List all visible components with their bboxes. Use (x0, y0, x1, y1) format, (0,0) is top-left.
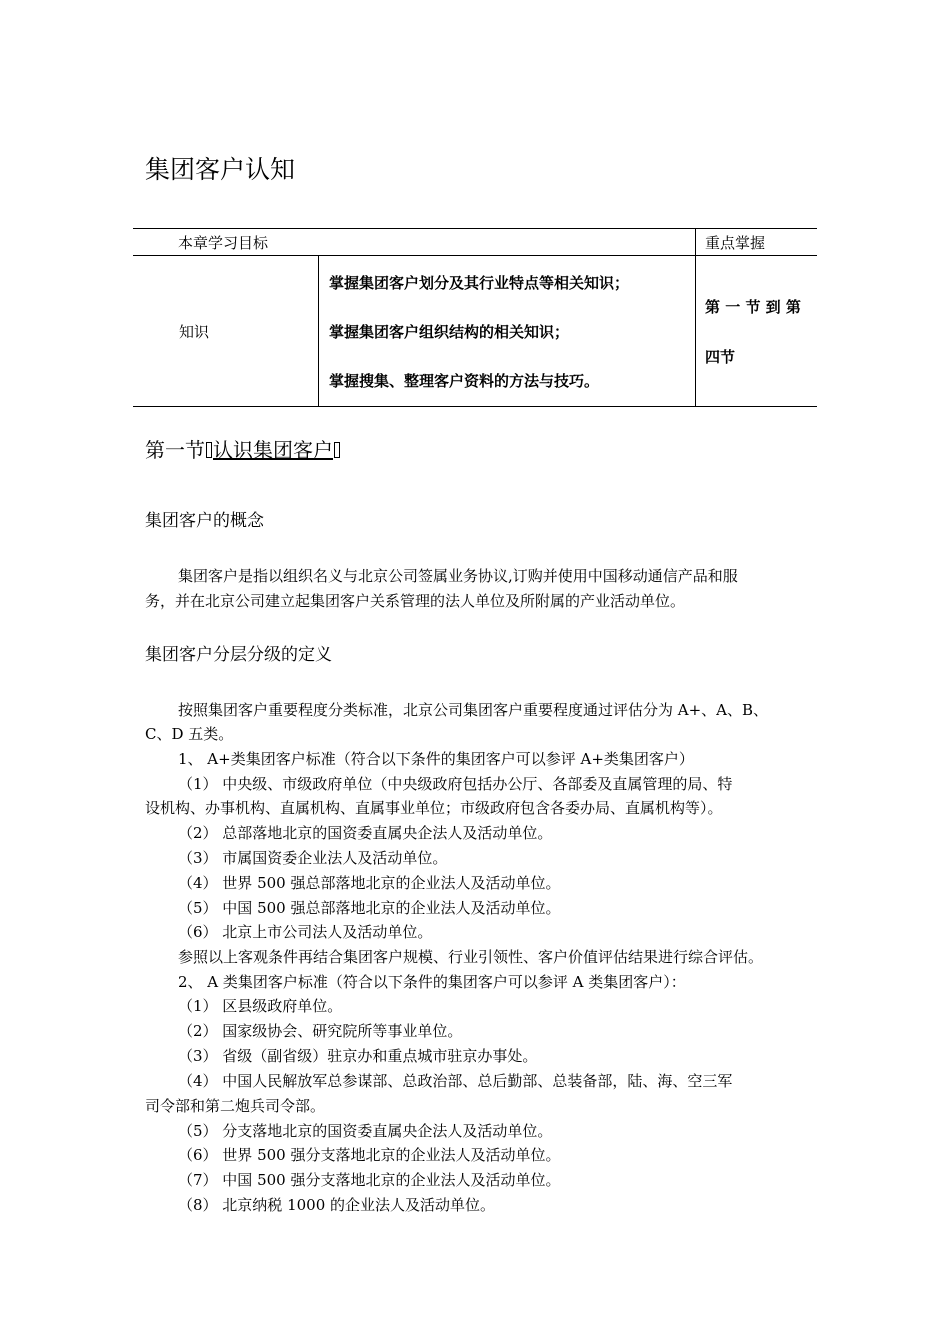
table-focus-line2: 四节 (705, 348, 736, 366)
table-item-1: 掌握集团客户划分及其行业特点等相关知识； (329, 274, 630, 292)
a-item-2: （2） 国家级协会、研究院所等事业单位。 (178, 1022, 463, 1040)
learning-objectives-table (133, 228, 817, 407)
a-item-1: （1） 区县级政府单位。 (178, 997, 343, 1015)
concept-line-1: 集团客户是指以组织名义与北京公司签属业务协议,订购并使用中国移动通信产品和服 (178, 567, 738, 585)
section-heading (145, 434, 341, 463)
table-header-divider (133, 255, 817, 256)
aplus-item-1b: 设机构、办事机构、直属机构、直属事业单位；市级政府包含各委办局、直属机构等）。 (145, 799, 723, 817)
levels-intro-2: C、D 五类。 (145, 725, 234, 743)
levels-heading: 集团客户分层分级的定义 (145, 645, 332, 665)
section-number: 第一节 (145, 438, 205, 462)
table-focus-line1: 第 一 节 到 第 (705, 298, 801, 316)
a-item-4b: 司令部和第二炮兵司令部。 (145, 1097, 326, 1115)
placeholder-box-icon (334, 442, 340, 458)
aplus-item-3: （3） 市属国资委企业法人及活动单位。 (178, 849, 448, 867)
aplus-item-5: （5） 中国 500 强总部落地北京的企业法人及活动单位。 (178, 899, 561, 917)
table-row-label: 知识 (179, 323, 210, 341)
aplus-item-2: （2） 总部落地北京的国资委直属央企法人及活动单位。 (178, 824, 553, 842)
aplus-item-1a: （1） 中央级、市级政府单位（中央级政府包括办公厅、各部委及直属管理的局、特 (178, 775, 733, 793)
concept-line-2: 务，并在北京公司建立起集团客户关系管理的法人单位及所附属的产业活动单位。 (145, 592, 686, 610)
levels-intro-1: 按照集团客户重要程度分类标准，北京公司集团客户重要程度通过评估分为 A+、A、B、 (178, 701, 769, 719)
a-item-8: （8） 北京纳税 1000 的企业法人及活动单位。 (178, 1196, 496, 1214)
a-item-7: （7） 中国 500 强分支落地北京的企业法人及活动单位。 (178, 1171, 561, 1189)
aplus-title: 1、 A+类集团客户标准（符合以下条件的集团客户可以参评 A+类集团客户） (178, 750, 694, 768)
table-header-objectives: 本章学习目标 (178, 234, 269, 252)
table-left-divider (318, 255, 319, 406)
a-item-4a: （4） 中国人民解放军总参谋部、总政治部、总后勤部、总装备部，陆、海、空三军 (178, 1072, 733, 1090)
document-title: 集团客户认知 (145, 155, 296, 184)
table-item-2: 掌握集团客户组织结构的相关知识； (329, 323, 570, 341)
aplus-item-6: （6） 北京上市公司法人及活动单位。 (178, 923, 433, 941)
a-item-5: （5） 分支落地北京的国资委直属央企法人及活动单位。 (178, 1122, 553, 1140)
table-item-3: 掌握搜集、整理客户资料的方法与技巧。 (329, 372, 600, 390)
aplus-item-4: （4） 世界 500 强总部落地北京的企业法人及活动单位。 (178, 874, 561, 892)
aplus-note: 参照以上客观条件再结合集团客户规模、行业引领性、客户价值评估结果进行综合评估。 (178, 948, 764, 966)
a-item-3: （3） 省级（副省级）驻京办和重点城市驻京办事处。 (178, 1047, 538, 1065)
section-title: 认识集团客户 (213, 438, 333, 462)
a-item-6: （6） 世界 500 强分支落地北京的企业法人及活动单位。 (178, 1146, 561, 1164)
placeholder-box-icon (206, 442, 212, 458)
table-right-divider (695, 229, 696, 406)
concept-heading: 集团客户的概念 (145, 511, 264, 531)
table-header-focus: 重点掌握 (705, 234, 766, 252)
a-title: 2、 A 类集团客户标准（符合以下条件的集团客户可以参评 A 类集团客户）： (178, 973, 686, 991)
